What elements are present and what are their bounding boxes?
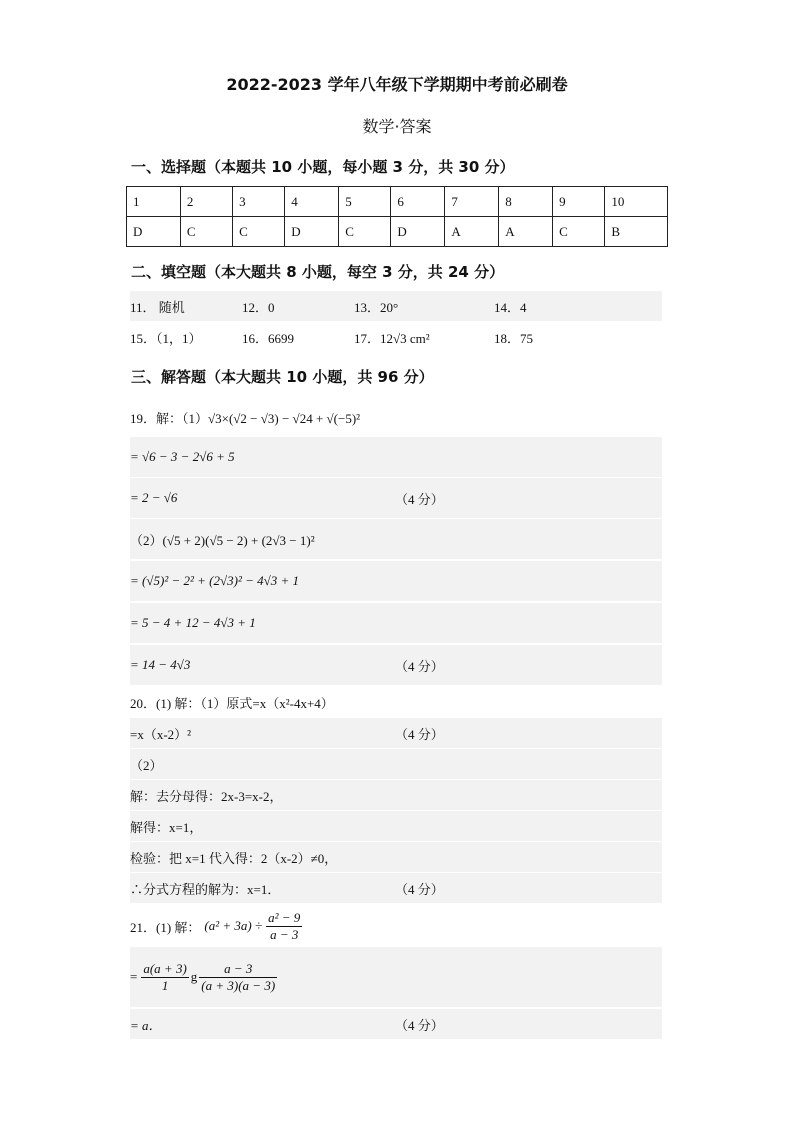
table-cell: 8	[499, 187, 553, 217]
table-cell: 7	[445, 187, 499, 217]
fill-answer: 15．（1，1）	[130, 330, 202, 346]
table-cell: 6	[391, 187, 445, 217]
q20-line	[130, 873, 662, 903]
fill-row	[130, 322, 662, 352]
table-cell: B	[605, 217, 668, 247]
table-cell: 10	[605, 187, 668, 217]
table-row	[127, 217, 668, 247]
fraction-numerator: a(a + 3)	[143, 960, 187, 976]
fill-answer: 12．0	[242, 299, 275, 315]
q19-line	[130, 603, 662, 643]
fraction-numerator: a² − 9	[268, 909, 301, 925]
math-text: ∴分式方程的解为：x=1．	[130, 881, 281, 897]
q21-line	[130, 947, 662, 1007]
math-text: = a．	[130, 1017, 162, 1033]
fill-answer: 18．75	[494, 330, 534, 346]
q19-line	[130, 561, 662, 601]
q21-line	[130, 1009, 662, 1039]
page-title: 2022-2023 学年八年级下学期期中考前必刷卷	[226, 75, 568, 94]
fill-answer: 13．20°	[354, 299, 399, 315]
score-mark: （4 分）	[395, 491, 444, 507]
score-mark: （4 分）	[395, 1017, 444, 1033]
math-text: 解：去分母得：2x-3=x-2，	[130, 788, 283, 804]
q20-line	[130, 842, 662, 872]
math-text: （2）(√5 + 2)(√5 − 2) + (2√3 − 1)²	[130, 532, 315, 548]
table-cell: 5	[339, 187, 391, 217]
math-text: =x（x-2）²	[130, 726, 192, 742]
table-cell: 3	[233, 187, 285, 217]
page-subtitle: 数学·答案	[362, 117, 432, 136]
math-text: 19．解：（1）√3×(√2 − √3) − √24 + √(−5)²	[130, 410, 361, 426]
q21-line	[130, 906, 662, 946]
q20-line	[130, 749, 662, 779]
math-text: = 5 − 4 + 12 − 4√3 + 1	[130, 615, 256, 630]
fill-answer: 17．12√3 cm²	[354, 330, 430, 346]
math-text: = 2 − √6	[130, 490, 178, 505]
table-cell: C	[180, 217, 232, 247]
math-text: = √6 − 3 − 2√6 + 5	[130, 449, 235, 464]
math-text: 检验：把 x=1 代入得：2（x-2）≠0，	[130, 850, 338, 866]
q20-line	[130, 780, 662, 810]
math-text: (a² + 3a) ÷	[204, 918, 263, 933]
section-heading-fill: 二、填空题（本大题共 8 小题，每空 3 分，共 24 分）	[131, 263, 505, 281]
table-cell: D	[127, 217, 181, 247]
math-text: = (√5)² − 2² + (2√3)² − 4√3 + 1	[130, 573, 300, 588]
score-mark: （4 分）	[395, 881, 444, 897]
table-cell: A	[445, 217, 499, 247]
q19-line	[130, 519, 662, 559]
math-text: 21．(1) 解：	[130, 919, 201, 935]
q20-line	[130, 718, 662, 748]
math-text: 20．(1) 解：（1）原式=x（x²-4x+4）	[130, 695, 334, 711]
table-cell: 2	[180, 187, 232, 217]
fraction	[141, 961, 188, 994]
fraction-denominator: a − 3	[270, 926, 299, 942]
fraction	[266, 910, 302, 943]
math-text: （2）	[130, 757, 163, 773]
table-cell: D	[285, 217, 339, 247]
q19-line	[130, 478, 662, 518]
q19-line	[130, 645, 662, 685]
fill-answer: 16．6699	[242, 330, 295, 346]
fill-row	[130, 291, 662, 321]
math-text: =	[130, 969, 138, 984]
fraction	[199, 961, 277, 994]
q20-line	[130, 688, 662, 716]
section-heading-choice: 一、选择题（本题共 10 小题，每小题 3 分，共 30 分）	[131, 158, 515, 176]
score-mark: （4 分）	[395, 726, 444, 742]
score-mark: （4 分）	[395, 658, 444, 674]
table-cell: C	[339, 217, 391, 247]
q20-line	[130, 811, 662, 841]
fill-answer: 11． 随机	[130, 299, 185, 315]
fraction-denominator: 1	[161, 977, 169, 993]
table-cell: 1	[127, 187, 181, 217]
math-text: 解得：x=1，	[130, 819, 203, 835]
table-row	[127, 187, 668, 217]
q19-line	[130, 437, 662, 477]
table-cell: C	[553, 217, 605, 247]
fraction-denominator: (a + 3)(a − 3)	[201, 977, 276, 993]
table-cell: D	[391, 217, 445, 247]
choice-answer-table	[126, 186, 668, 247]
q19-line	[130, 402, 662, 432]
math-text: g	[190, 969, 198, 984]
table-cell: 9	[553, 187, 605, 217]
table-cell: A	[499, 217, 553, 247]
fraction-numerator: a − 3	[199, 961, 277, 978]
fill-answer: 14．4	[494, 299, 527, 315]
section-heading-solve: 三、解答题（本大题共 10 小题，共 96 分）	[131, 368, 434, 386]
math-text: = 14 − 4√3	[130, 657, 191, 672]
table-cell: 4	[285, 187, 339, 217]
table-cell: C	[233, 217, 285, 247]
